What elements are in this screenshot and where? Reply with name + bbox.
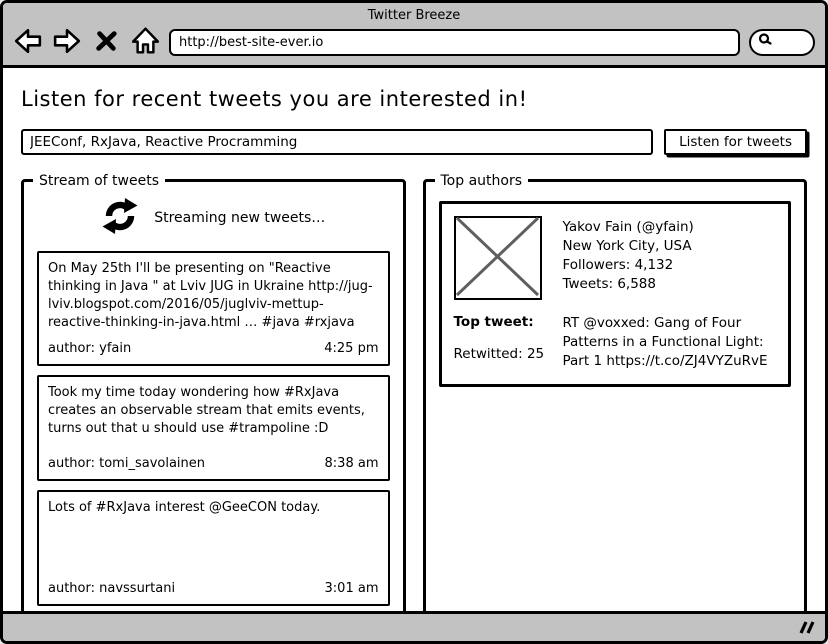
panels-row	[21, 173, 807, 611]
tweet-card	[37, 490, 390, 606]
image-placeholder-icon	[456, 217, 539, 300]
x-mark-icon	[95, 29, 117, 56]
refresh-spinner-icon	[101, 197, 139, 239]
window-title: Twitter Breeze	[367, 8, 461, 23]
author-info	[563, 216, 777, 300]
tweet-text: Lots of #RxJava interest @GeeCON today.	[48, 499, 321, 515]
stream-status	[37, 197, 390, 239]
tweet-author: author: tomi_savolainen	[48, 455, 206, 471]
tweet-author: author: yfain	[48, 340, 132, 356]
stream-of-tweets-panel	[21, 173, 406, 611]
top-tweet-meta	[454, 314, 550, 371]
tweet-footer	[48, 572, 379, 598]
home-button[interactable]	[130, 28, 160, 56]
top-authors-legend: Top authors	[435, 172, 529, 190]
retweet-count: Retwitted: 25	[453, 346, 545, 362]
tweet-time: 8:38 am	[324, 455, 379, 471]
forward-arrow-icon	[53, 28, 81, 57]
home-icon	[132, 27, 159, 57]
back-arrow-icon	[14, 28, 42, 57]
keywords-input[interactable]	[21, 129, 653, 155]
tweet-card	[37, 251, 390, 366]
avatar	[454, 216, 542, 300]
tweet-author: author: navssurtani	[48, 580, 176, 596]
tweet-footer	[48, 447, 379, 473]
tweet-text: Took my time today wondering how #RxJava creates an observable stream that emits events, turns out that u should use #trampoline :D	[48, 384, 365, 436]
author-card	[439, 201, 792, 387]
search-icon	[757, 31, 775, 53]
author-name: Yakov Fain (@yfain)	[562, 219, 694, 235]
top-tweet-text: RT @voxxed: Gang of Four Patterns in a Functional Light: Part 1 https://t.co/ZJ4VYZuRvE	[562, 315, 768, 369]
tweet-time: 4:25 pm	[324, 340, 379, 356]
browser-toolbar	[13, 28, 815, 56]
back-button[interactable]	[13, 28, 43, 56]
stream-panel-legend: Stream of tweets	[33, 172, 165, 190]
browser-chrome	[3, 3, 825, 68]
author-location: New York City, USA	[562, 237, 692, 254]
forward-button[interactable]	[52, 28, 82, 56]
author-tweet-count: Tweets: 6,588	[562, 275, 656, 292]
page-content	[3, 68, 825, 611]
resize-handle-icon[interactable]	[797, 620, 815, 635]
tweet-time: 3:01 am	[324, 580, 379, 596]
tweet-text: On May 25th I'll be presenting on "Reactive thinking in Java " at Lviv JUG in Ukraine http://jug-lviv.blogspot.com/2016/05/juglviv-mettup-reactive-thinking-in-java.html … #java #rxjava	[48, 261, 373, 330]
tweet-card	[37, 375, 390, 481]
url-input[interactable]	[169, 29, 740, 56]
browser-search-box[interactable]	[749, 29, 815, 56]
tweet-footer	[48, 332, 379, 358]
author-followers: Followers: 4,132	[562, 256, 674, 273]
query-row	[21, 129, 807, 155]
top-authors-panel	[423, 173, 808, 611]
page-title: Listen for recent tweets you are interested in!	[21, 87, 528, 111]
streaming-status-text: Streaming new tweets…	[154, 210, 326, 226]
top-tweet-label: Top tweet:	[453, 314, 534, 330]
listen-for-tweets-button[interactable]: Listen for tweets	[664, 129, 807, 155]
status-bar	[3, 611, 825, 641]
stop-button[interactable]	[91, 28, 121, 56]
